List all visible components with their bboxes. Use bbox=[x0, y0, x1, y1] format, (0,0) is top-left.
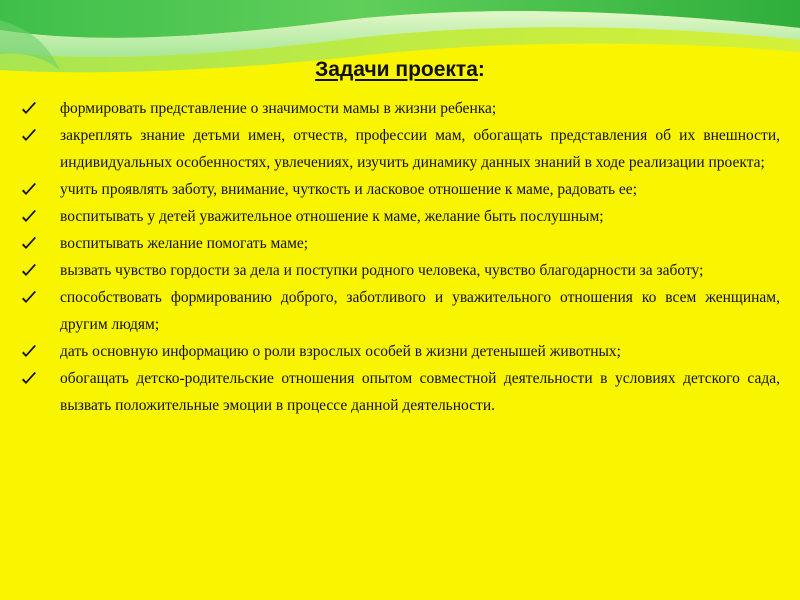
task-text: дать основную информацию о роли взрослых особей в жизни детенышей животных; bbox=[60, 343, 621, 360]
task-item bbox=[0, 203, 780, 230]
task-text: воспитывать у детей уважительное отношение к маме, желание быть послушным; bbox=[60, 208, 604, 225]
task-text: воспитывать желание помогать маме; bbox=[60, 235, 309, 252]
task-text: вызвать чувство гордости за дела и поступки родного человека, чувство благодарности за заботу; bbox=[60, 262, 704, 279]
check-mark-icon bbox=[20, 343, 38, 361]
slide-title-text: Задачи проекта bbox=[315, 58, 478, 81]
check-mark-icon bbox=[20, 289, 38, 307]
task-item bbox=[0, 365, 780, 419]
slide-title-colon: : bbox=[477, 58, 485, 81]
slide-title bbox=[0, 58, 800, 82]
task-item bbox=[0, 257, 780, 284]
task-item bbox=[0, 95, 780, 122]
task-item bbox=[0, 230, 780, 257]
task-text: способствовать формированию доброго, заботливого и уважительного отношения ко всем женщинам, другим людям; bbox=[60, 289, 780, 333]
check-mark-icon bbox=[20, 100, 38, 118]
task-list bbox=[0, 95, 780, 419]
check-mark-icon bbox=[20, 370, 38, 388]
task-item bbox=[0, 338, 780, 365]
task-item bbox=[0, 284, 780, 338]
task-text: учить проявлять заботу, внимание, чуткость и ласковое отношение к маме, радовать ее; bbox=[60, 181, 637, 198]
check-mark-icon bbox=[20, 208, 38, 226]
task-item bbox=[0, 176, 780, 203]
check-mark-icon bbox=[20, 235, 38, 253]
check-mark-icon bbox=[20, 127, 38, 145]
task-text: закреплять знание детьми имен, отчеств, профессии мам, обогащать представления об их внешности, индивидуальных особенностях, увлечениях, изучить динамику данных знаний в ходе реализации проекта; bbox=[60, 127, 780, 171]
task-item bbox=[0, 122, 780, 176]
check-mark-icon bbox=[20, 181, 38, 199]
task-text: обогащать детско-родительские отношения опытом совместной деятельности в условиях детского сада, вызвать положительные эмоции в процессе данной деятельности. bbox=[60, 370, 780, 414]
check-mark-icon bbox=[20, 262, 38, 280]
task-text: формировать представление о значимости мамы в жизни ребенка; bbox=[60, 100, 497, 117]
